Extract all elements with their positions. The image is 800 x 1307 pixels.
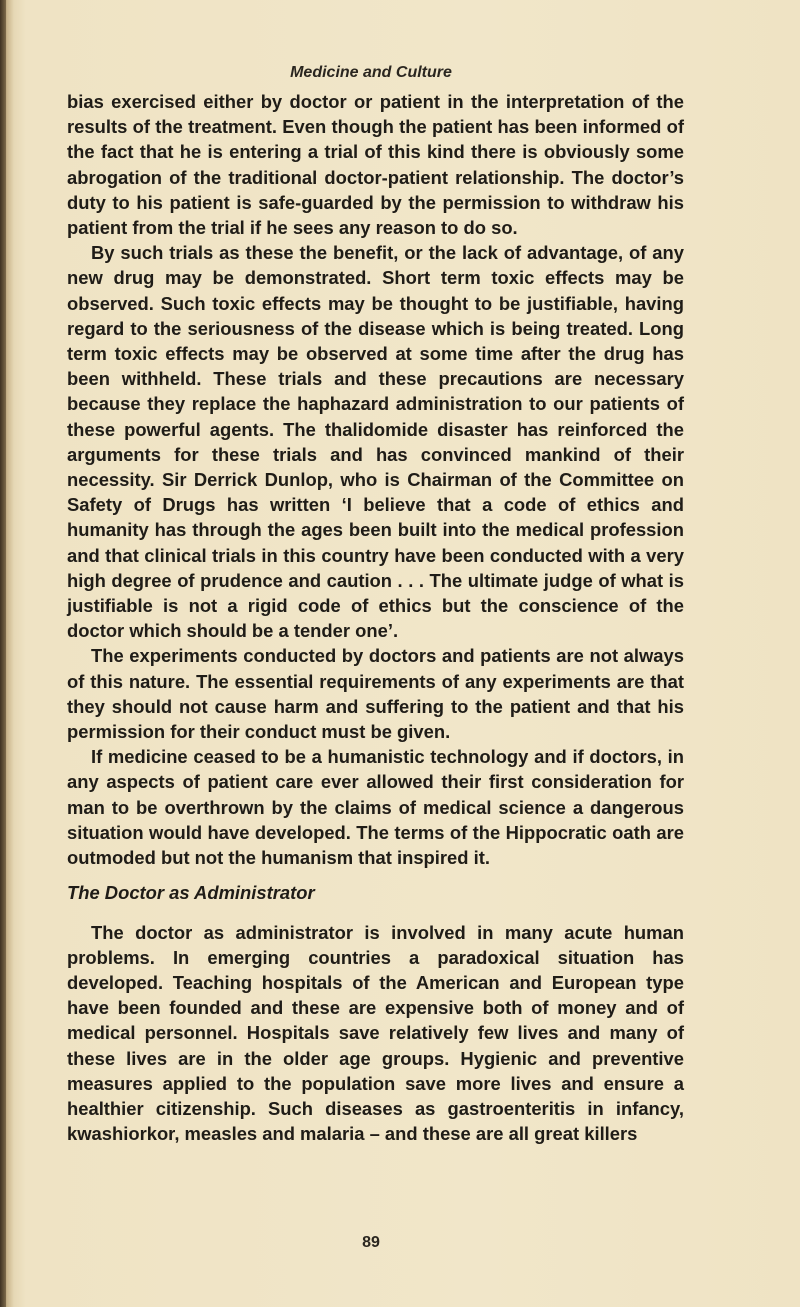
- paragraph: By such trials as these the benefit, or the lack of advantage, of any new drug may be demonstrated. Short term toxic effects may be observed. Such toxic effects may be thought to be justifiable, having regard to the seriousness of the disease which is being treated. Long term toxic effects may be observed at some time after the drug has been withheld. These trials and these precautions are necessary because they replace the haphazard administration to our patients of these powerful agents. The thalidomide disaster has reinforced the arguments for these trials and has convinced mankind of their necessity. Sir Derrick Dunlop, who is Chairman of the Committee on Safety of Drugs has written ‘I believe that a code of ethics and humanity has through the ages been built into the medical profession and that clinical trials in this country have been conducted with a very high degree of prudence and caution . . . The ultimate judge of what is justifiable is not a rigid code of ethics but the conscience of the doctor which should be a tender one’.: [67, 242, 684, 642]
- section-heading: The Doctor as Administrator: [67, 882, 315, 904]
- paragraph: The experiments conducted by doctors and patients are not always of this nature. The essential requirements of any experiments are that they should not cause harm and suffering to the patient and that his permission for their conduct must be given.: [67, 645, 684, 743]
- page-number: 89: [362, 1234, 380, 1251]
- body-text: [67, 89, 684, 1146]
- running-head: Medicine and Culture: [290, 64, 452, 81]
- paragraph: The doctor as administrator is involved in many acute human problems. In emerging countries a paradoxical situation has developed. Teaching hospitals of the American and European type have been founded and these are expensive both of money and of medical personnel. Hospitals save relatively few lives and many of these lives are in the older age groups. Hygienic and preventive measures applied to the population save more lives and ensure a healthier citizenship. Such diseases as gastroenteritis in infancy, kwashiorkor, measles and malaria – and these are all great killers: [67, 921, 684, 1145]
- paragraph: If medicine ceased to be a humanistic technology and if doctors, in any aspects of patient care ever allowed their first consideration for man to be overthrown by the claims of medical science a dangerous situation would have developed. The terms of the Hippocratic oath are outmoded but not the humanism that inspired it.: [67, 746, 684, 869]
- book-spine-shadow: [0, 0, 6, 1307]
- paragraph: bias exercised either by doctor or patient in the interpretation of the results of the treatment. Even though the patient has been informed of the fact that he is entering a trial of this kind there is obviously some abrogation of the traditional doctor-patient relationship. The doctor’s duty to his patient is safe-guarded by the permission to withdraw his patient from the trial if he sees any reason to do so.: [67, 91, 684, 239]
